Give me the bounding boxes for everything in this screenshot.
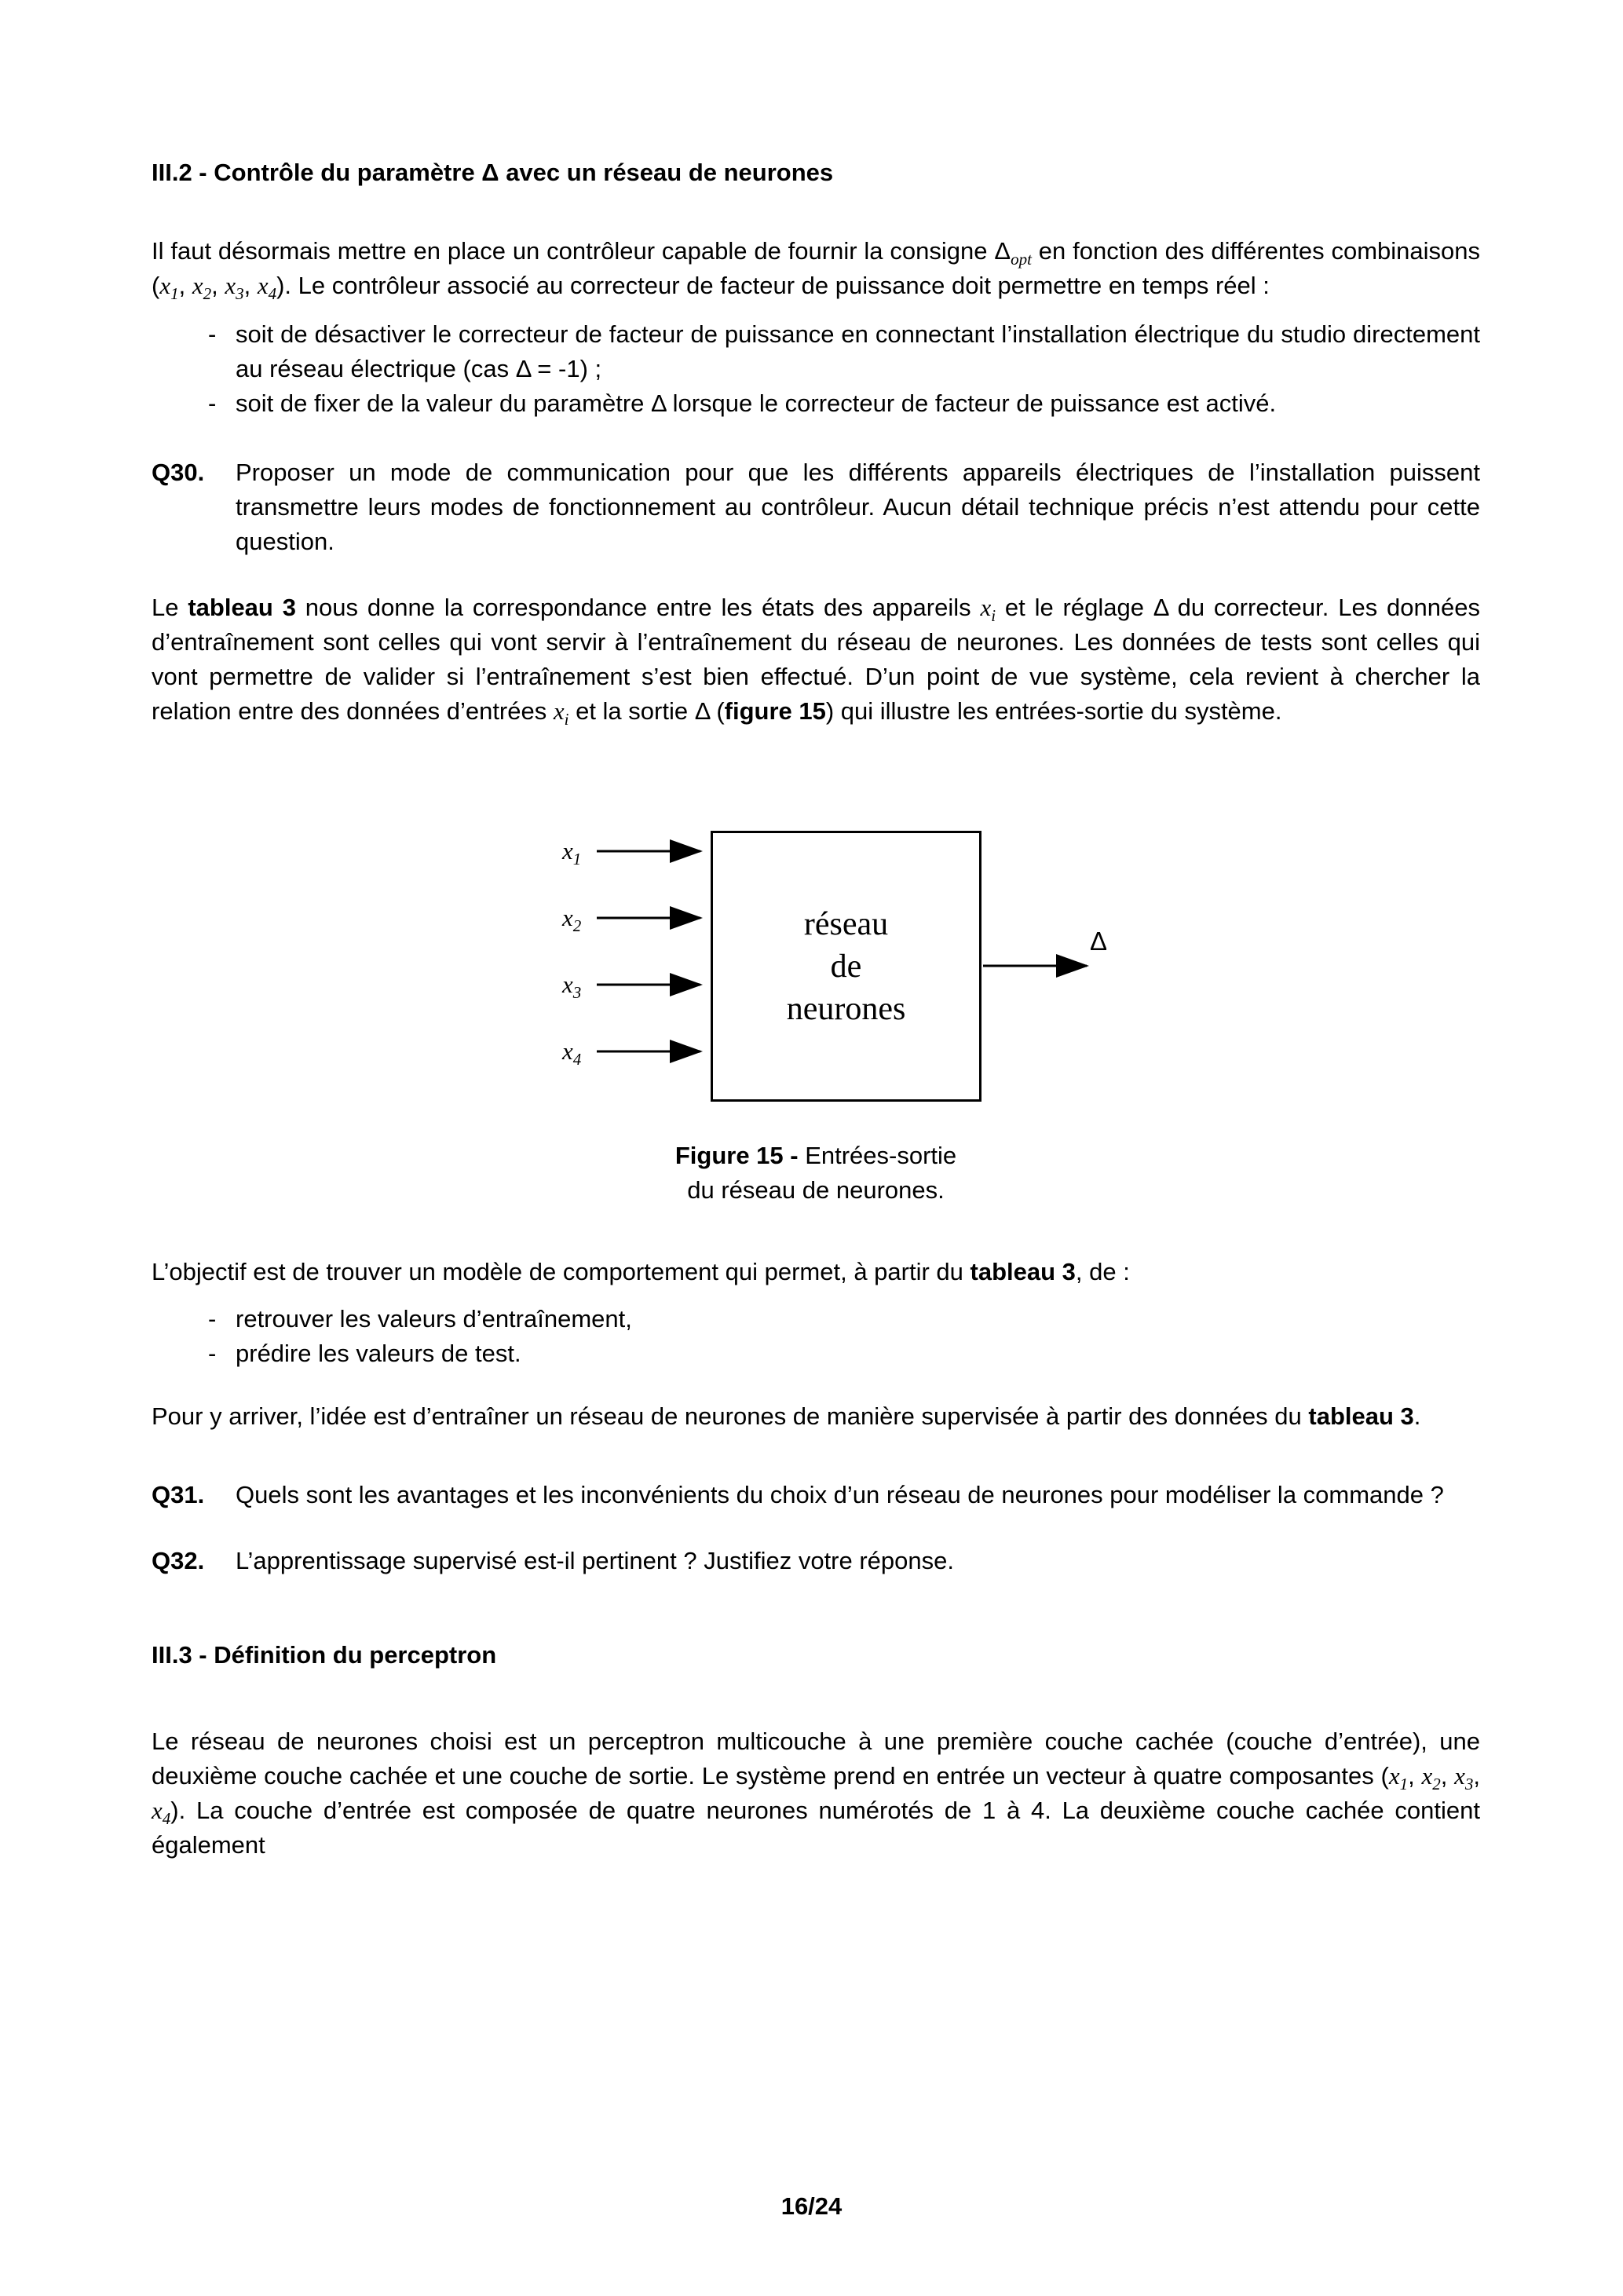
list-item — [152, 386, 1480, 421]
question-label: Q32. — [152, 1547, 205, 1574]
bullet-dash: - — [208, 320, 217, 348]
figure-box-neural-network — [711, 831, 981, 1102]
figure-box-text-line: de — [830, 948, 862, 985]
page-content — [152, 155, 1480, 1863]
question-text: Proposer un mode de communication pour que les différents appareils électriques de l’installation puissent transmettre leurs modes de fonctionnement au contrôleur. Aucun détail technique précis n’est attendu pour cette question. — [236, 459, 1480, 555]
input-label-x1: $x_1$ — [562, 837, 582, 868]
intro-bullet-list — [152, 317, 1480, 421]
objectif-bullet-list — [152, 1302, 1480, 1371]
input-label-x3: $x_3$ — [562, 971, 582, 1002]
list-item-text: soit de fixer de la valeur du paramètre Δ lorsque le correcteur de facteur de puissance est activé. — [236, 389, 1277, 417]
paragraph-objectif: L’objectif est de trouver un modèle de comportement qui permet, à partir du tableau 3, de : — [152, 1258, 1130, 1285]
section-heading-iii2: III.2 - Contrôle du paramètre Δ avec un réseau de neurones — [152, 159, 834, 186]
figure-caption-line2: du réseau de neurones. — [687, 1176, 945, 1204]
list-item — [152, 1302, 1480, 1336]
paragraph-perceptron: Le réseau de neurones choisi est un perceptron multicouche à une première couche cachée (couche d’entrée), une deuxième couche cachée et une couche de sortie. Le système prend en entrée un vecteur à quatre composantes ($x_1$, $x_2$, $x_3$, $x_4$). La couche d’entrée est composée de quatre neurones numérotés de 1 à 4. La deuxième couche cachée contient également — [152, 1727, 1481, 1859]
paragraph-intro: Il faut désormais mettre en place un contrôleur capable de fournir la consigne $\Delta_{opt}$ en fonction des différentes combinaisons ($x_1$, $x_2$, $x_3$, $x_4$). Le contrôleur associé au correcteur de facteur de puissance doit permettre en temps réel : — [152, 237, 1481, 303]
list-item — [152, 317, 1480, 386]
figure-15 — [542, 831, 1154, 1106]
input-label-x4: $x_4$ — [562, 1037, 582, 1069]
list-item-text: retrouver les valeurs d’entraînement, — [236, 1305, 632, 1333]
output-label-delta: Δ — [1090, 927, 1108, 956]
question-label: Q31. — [152, 1481, 205, 1508]
list-item-text: soit de désactiver le correcteur de facteur de puissance en connectant l’installation électrique du studio directement au réseau électrique (cas Δ = -1) ; — [236, 320, 1480, 382]
bullet-dash: - — [208, 1305, 217, 1333]
list-item — [152, 1336, 1480, 1371]
list-item-text: prédire les valeurs de test. — [236, 1340, 521, 1367]
question-text: Quels sont les avantages et les inconvénients du choix d’un réseau de neurones pour modéliser la commande ? — [236, 1481, 1444, 1508]
figure-box-text-line: réseau — [803, 905, 889, 942]
figure-caption — [152, 1139, 1480, 1208]
question-q31 — [152, 1478, 1480, 1512]
bullet-dash: - — [208, 1340, 217, 1367]
paragraph-tableau: Le tableau 3 nous donne la correspondance entre les états des appareils $x_i$ et le réglage Δ du correcteur. Les données d’entraînement sont celles qui vont servir à l’entraînement du réseau de neurones. Les données de tests sont celles qui vont permettre de valider si l’entraînement s’est bien effectué. D’un point de vue système, cela revient à chercher la relation entre des données d’entrées $x_i$ et la sortie Δ (figure 15) qui illustre les entrées-sortie du système. — [152, 594, 1480, 729]
section-heading-iii3: III.3 - Définition du perceptron — [152, 1641, 497, 1669]
figure-caption-line1: Figure 15 - Entrées-sortie — [674, 1142, 957, 1169]
figure-box-text-line: neurones — [786, 990, 906, 1027]
question-label: Q30. — [152, 459, 205, 486]
paragraph-pour-y-arriver: Pour y arriver, l’idée est d’entraîner un réseau de neurones de manière supervisée à partir des données du tableau 3. — [152, 1402, 1421, 1430]
question-q32 — [152, 1544, 1480, 1578]
input-label-x2: $x_2$ — [562, 904, 582, 935]
question-text: L’apprentissage supervisé est-il pertinent ? Justifiez votre réponse. — [236, 1547, 954, 1574]
page-number: 16/24 — [780, 2192, 843, 2220]
question-q30 — [152, 455, 1480, 559]
bullet-dash: - — [208, 389, 217, 417]
